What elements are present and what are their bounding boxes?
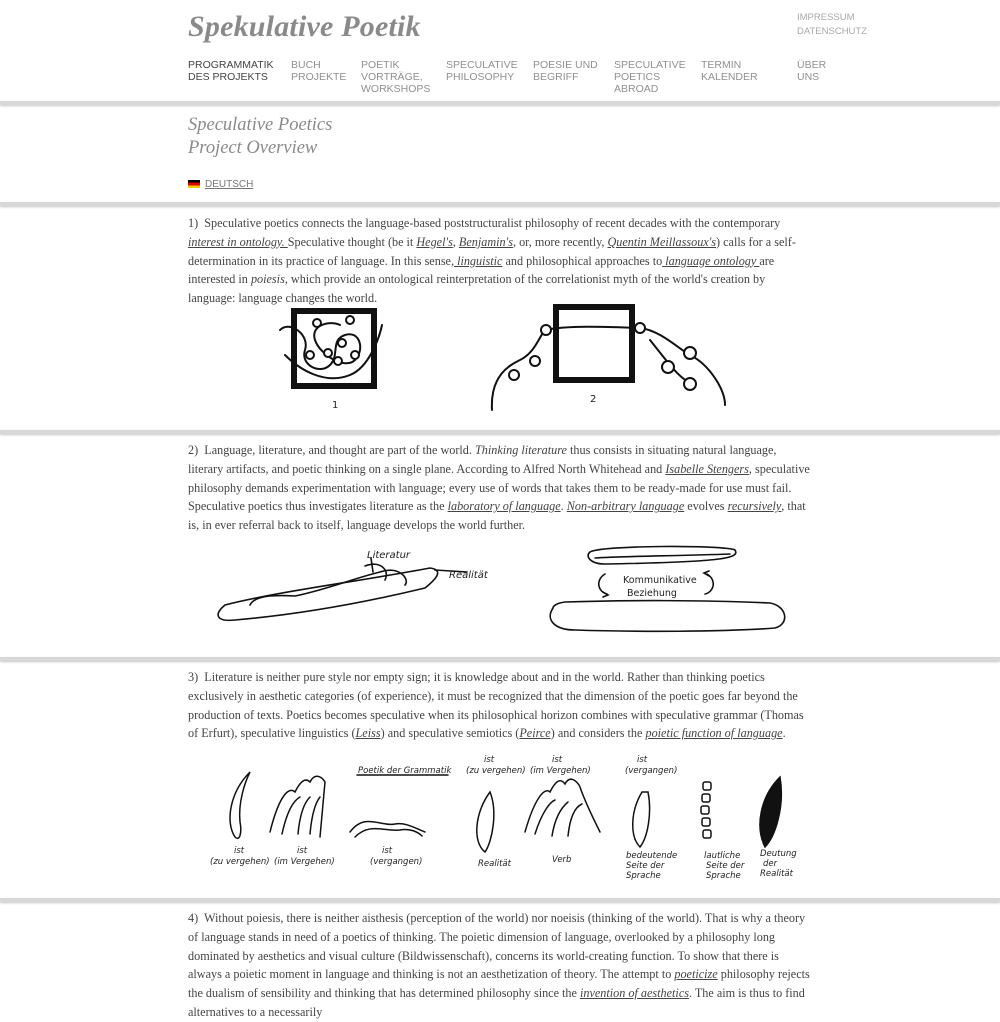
figure-3-der: der bbox=[763, 859, 778, 869]
figure-3-verb: Verb bbox=[552, 855, 572, 865]
figure-3-ist-4: ist bbox=[484, 755, 495, 765]
figure-3-im-vergehen-2: (im Vergehen) bbox=[530, 766, 591, 776]
figure-3-vergangen-2: (vergangen) bbox=[625, 766, 678, 776]
figure-3-sprache-2: Sprache bbox=[706, 871, 741, 881]
nav-termin-kalender[interactable]: TERMIN KALENDER bbox=[701, 59, 758, 83]
link-leiss[interactable]: Leiss bbox=[355, 726, 381, 741]
figure-3-seite-der-1: Seite der bbox=[626, 861, 665, 871]
link-meillassoux[interactable]: Quentin Meillassoux's bbox=[607, 234, 717, 249]
link-poietic-function[interactable]: poietic function of language bbox=[645, 726, 783, 741]
figure-2-beziehung: Beziehung bbox=[627, 588, 677, 599]
nav-speculative-poetics-abroad[interactable]: SPECULATIVE POETICS ABROAD bbox=[614, 59, 686, 95]
datenschutz-link[interactable]: DATENSCHUTZ bbox=[797, 26, 868, 37]
figure-3-deutung: Deutung bbox=[760, 849, 797, 859]
divider bbox=[0, 898, 1000, 902]
link-linguistic[interactable]: linguistic bbox=[454, 253, 503, 268]
link-language-ontology[interactable]: language ontology bbox=[662, 253, 760, 268]
figure-3-lautliche: lautliche bbox=[704, 851, 741, 861]
nav-poetik-vortraege[interactable]: POETIK VORTRÄGE, WORKSHOPS bbox=[361, 59, 431, 95]
figure-3-zu-vergehen-2: (zu vergehen) bbox=[466, 766, 526, 776]
figure-3-ist-5: ist bbox=[552, 755, 563, 765]
figure-3-ist-6: ist bbox=[637, 755, 648, 765]
figure-3-ist-2: ist bbox=[297, 846, 308, 856]
figure-3-deutung-realitaet: Realität bbox=[760, 869, 793, 879]
language-label: DEUTSCH bbox=[205, 179, 254, 190]
figure-3-im-vergehen-1: (im Vergehen) bbox=[274, 857, 335, 867]
link-non-arbitrary-language[interactable]: Non-arbitrary language bbox=[566, 499, 685, 514]
section-2-text: 2) Language, literature, and thought are part of the world. Thinking literature thus consists in situating natural language, literary artifacts, and poetic thinking on a single plane. According to Alfred North Whitehead and Isabelle Stengers, speculative philosophy demands experimentation with language; every use of words that takes them to be ready-made for use must fail. Speculative poetics thus investigates literature as the laboratory of language. Non-arbitrary language evolves recursively, that is, in ever referral back to itself, language develops the world further. bbox=[188, 443, 810, 533]
figure-3-bedeutende: bedeutende bbox=[626, 851, 678, 861]
figure-3-poetik-der-grammatik: Poetik der Grammatik bbox=[358, 766, 452, 776]
nav-programmatik[interactable]: PROGRAMMATIK DES PROJEKTS bbox=[188, 59, 274, 83]
figure-3-realitaet: Realität bbox=[478, 859, 511, 869]
figure-3-ist-1: ist bbox=[234, 846, 245, 856]
link-peirce[interactable]: Peirce bbox=[519, 726, 551, 741]
page-title-line2: Project Overview bbox=[188, 138, 318, 158]
figure-3-drawing bbox=[200, 752, 810, 882]
section-1-text: 1) Speculative poetics connects the language-based poststructuralist philosophy of recent decades with the contemporary interest in ontology. Speculative thought (be it Hegel's, Benjamin's, or, more recently, Quentin Meillassoux's) calls for a self-determination in its practice of language. In this sense, linguistic and philosophical approaches to language ontology are interested in poiesis, which provide an ontological reinterpretation of the correlationist myth of the world's creation by language: language changes the world. bbox=[188, 216, 796, 306]
divider bbox=[0, 657, 1000, 661]
page-title-line1: Speculative Poetics bbox=[188, 115, 333, 135]
figure-3-zu-vergehen-1: (zu vergehen) bbox=[210, 857, 270, 867]
figure-2-literatur: Literatur bbox=[367, 550, 411, 561]
impressum-link[interactable]: IMPRESSUM bbox=[797, 12, 855, 23]
section-3-text: 3) Literature is neither pure style nor empty sign; it is knowledge about and in the world. Rather than thinking poetics exclusively in aesthetic categories (of experience), it must be recognized that the dimension of the poetic goes far beyond the production of texts. Poetics becomes speculative when its philosophical horizon combines with speculative grammar (Thomas of Erfurt), speculative linguistics (Leiss) and speculative semiotics (Peirce) and considers the poietic function of language. bbox=[188, 670, 804, 741]
link-laboratory-of-language[interactable]: laboratory of language bbox=[447, 499, 561, 514]
nav-buch-projekte[interactable]: BUCH PROJEKTE bbox=[291, 59, 347, 83]
figure-3-seite-der-2: Seite der bbox=[706, 861, 745, 871]
link-interest-in-ontology[interactable]: interest in ontology. bbox=[188, 234, 288, 249]
figure-2-kommunikative: Kommunikative bbox=[623, 575, 697, 586]
link-poeticize[interactable]: poeticize bbox=[674, 967, 718, 982]
figure-1-label-2: 2 bbox=[590, 394, 597, 405]
nav-speculative-philosophy[interactable]: SPECULATIVE PHILOSOPHY bbox=[446, 59, 518, 83]
link-hegel[interactable]: Hegel's bbox=[416, 234, 453, 249]
nav-poesie-begriff[interactable]: POESIE UND BEGRIFF bbox=[533, 59, 598, 83]
link-benjamin[interactable]: Benjamin's bbox=[458, 234, 513, 249]
divider bbox=[0, 101, 1000, 105]
link-invention-of-aesthetics[interactable]: invention of aesthetics bbox=[579, 986, 689, 1001]
nav-ueber-uns[interactable]: ÜBER UNS bbox=[797, 59, 827, 83]
divider bbox=[0, 430, 1000, 434]
figure-3-sprache-1: Sprache bbox=[626, 871, 661, 881]
figure-2-realitaet: Realität bbox=[449, 570, 488, 581]
link-isabelle-stengers[interactable]: Isabelle Stengers bbox=[665, 461, 749, 476]
german-flag-icon bbox=[188, 180, 200, 188]
page-title bbox=[188, 114, 332, 160]
divider bbox=[0, 202, 1000, 206]
figure-3-vergangen-1: (vergangen) bbox=[370, 857, 423, 867]
section-4-text: 4) Without poiesis, there is neither aisthesis (perception of the world) nor noeisis (thinking of the world). That is why a theory of language stands in need of a poetics of thinking. The poietic dimension of language, overlooked by a philosophy long dominated by aesthetics and visual culture (Bildwissenschaft), concerns its world-creating function. To show that there is always a poietic moment in language and thinking is not an aesthetization of theory. The attempt to poeticize philosophy rejects the dualism of sensibility and thinking that has determined philosophy since the invention of aesthetics. The aim is thus to find alternatives to a necessarily bbox=[188, 911, 810, 1019]
figure-1-label-1: 1 bbox=[332, 400, 339, 411]
figure-1-drawing bbox=[270, 295, 740, 415]
figure-2-drawing bbox=[205, 540, 795, 640]
figure-3-ist-3: ist bbox=[382, 846, 393, 856]
site-title[interactable]: Spekulative Poetik bbox=[188, 10, 421, 43]
language-switch[interactable] bbox=[188, 179, 253, 190]
meta-links bbox=[797, 11, 867, 39]
link-recursively[interactable]: recursively bbox=[727, 499, 782, 514]
